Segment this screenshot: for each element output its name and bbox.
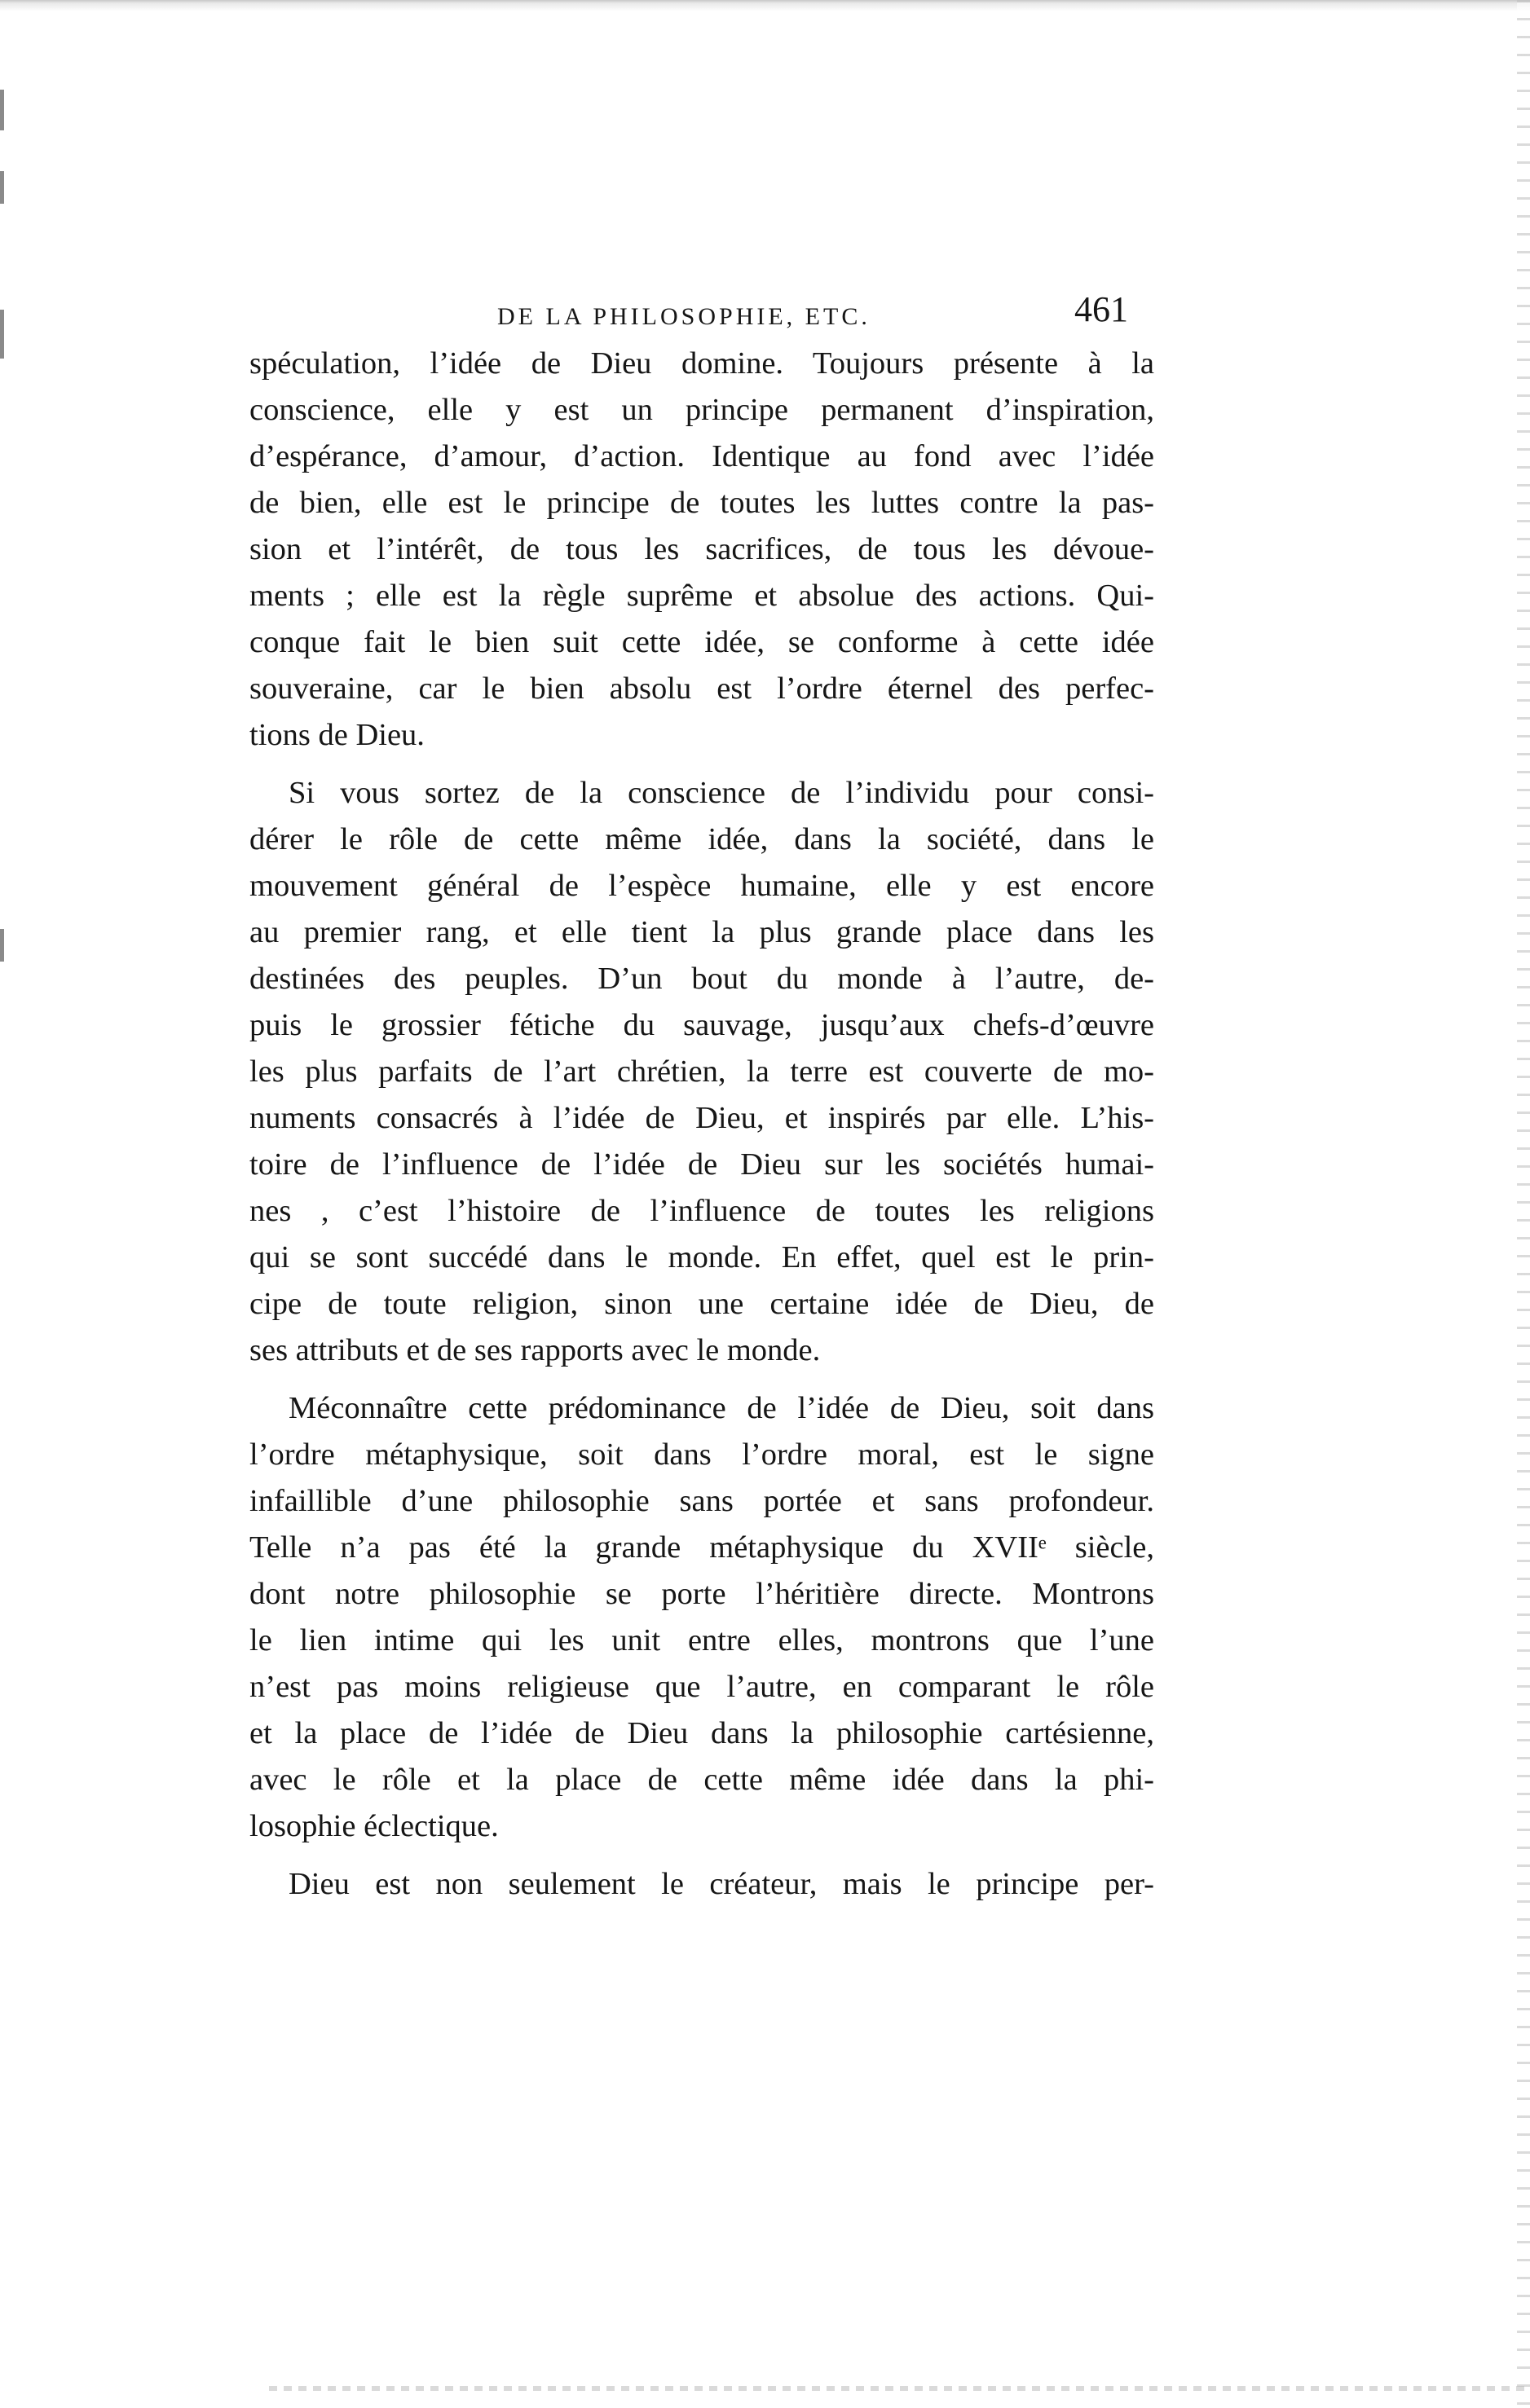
- text-line: Dieu est non seulement le créateur, mais le principe per-: [289, 1867, 1154, 1901]
- text-line: losophie éclectique.: [249, 1809, 499, 1843]
- scan-top-edge: [0, 0, 1530, 11]
- text-line: au premier rang, et elle tient la plus grande place dans les: [249, 915, 1154, 949]
- text-line: Telle n’a pas été la grande métaphysique du XVIIᵉ siècle,: [249, 1530, 1154, 1565]
- scan-bottom-edge: [269, 2386, 1524, 2391]
- text-line: spéculation, l’idée de Dieu domine. Toujours présente à la: [249, 346, 1154, 381]
- text-line: numents consacrés à l’idée de Dieu, et inspirés par elle. L’his-: [249, 1101, 1154, 1135]
- text-line: Si vous sortez de la conscience de l’individu pour consi-: [289, 776, 1154, 810]
- scan-left-mark: [0, 171, 4, 204]
- text-line: ses attributs et de ses rapports avec le monde.: [249, 1333, 821, 1367]
- text-line: les plus parfaits de l’art chrétien, la terre est couverte de mo-: [249, 1054, 1154, 1089]
- scan-right-edge: [1517, 0, 1530, 2408]
- text-line: Méconnaître cette prédominance de l’idée de Dieu, soit dans: [289, 1391, 1154, 1425]
- text-line: sion et l’intérêt, de tous les sacrifices, de tous les dévoue-: [249, 532, 1154, 566]
- text-line: cipe de toute religion, sinon une certaine idée de Dieu, de: [249, 1287, 1154, 1321]
- paragraph-3: [249, 1385, 1154, 1850]
- text-line: l’ordre métaphysique, soit dans l’ordre moral, est le signe: [249, 1437, 1154, 1472]
- paragraph-gap: [249, 1850, 1154, 1861]
- body-text: [249, 341, 1154, 1908]
- text-line: toire de l’influence de l’idée de Dieu sur les sociétés humai-: [249, 1147, 1154, 1182]
- text-line: dérer le rôle de cette même idée, dans la société, dans le: [249, 822, 1154, 856]
- scan-left-mark: [0, 90, 4, 130]
- text-line: avec le rôle et la place de cette même idée dans la phi-: [249, 1763, 1154, 1797]
- text-line: dont notre philosophie se porte l’héritière directe. Montrons: [249, 1577, 1154, 1611]
- text-line: ments ; elle est la règle suprême et absolue des actions. Qui-: [249, 579, 1154, 613]
- text-line: n’est pas moins religieuse que l’autre, en comparant le rôle: [249, 1670, 1154, 1704]
- text-line: infaillible d’une philosophie sans portée et sans profondeur.: [249, 1484, 1154, 1518]
- paragraph-gap: [249, 1374, 1154, 1385]
- text-line: conscience, elle y est un principe permanent d’inspiration,: [249, 393, 1154, 427]
- paragraph-4: [249, 1861, 1154, 1908]
- text-line: puis le grossier fétiche du sauvage, jusqu’aux chefs-d’œuvre: [249, 1008, 1154, 1042]
- text-line: qui se sont succédé dans le monde. En effet, quel est le prin-: [249, 1240, 1154, 1274]
- text-line: d’espérance, d’amour, d’action. Identique au fond avec l’idée: [249, 439, 1154, 473]
- text-line: mouvement général de l’espèce humaine, elle y est encore: [249, 869, 1154, 903]
- running-head: DE LA PHILOSOPHIE, ETC.: [497, 303, 871, 330]
- text-line: le lien intime qui les unit entre elles, montrons que l’une: [249, 1623, 1154, 1657]
- text-line: et la place de l’idée de Dieu dans la philosophie cartésienne,: [249, 1716, 1154, 1750]
- paragraph-2: [249, 770, 1154, 1374]
- text-line: destinées des peuples. D’un bout du monde à l’autre, de-: [249, 962, 1154, 996]
- text-line: conque fait le bien suit cette idée, se conforme à cette idée: [249, 625, 1154, 659]
- text-line: souveraine, car le bien absolu est l’ordre éternel des perfec-: [249, 671, 1154, 706]
- paragraph-gap: [249, 759, 1154, 770]
- paragraph-1: [249, 341, 1154, 759]
- text-line: de bien, elle est le principe de toutes les luttes contre la pas-: [249, 486, 1154, 520]
- text-line: nes , c’est l’histoire de l’influence de toutes les religions: [249, 1194, 1154, 1228]
- page-number: 461: [1074, 289, 1128, 329]
- text-line: tions de Dieu.: [249, 718, 425, 752]
- scan-left-mark: [0, 929, 4, 962]
- scan-left-mark: [0, 310, 4, 359]
